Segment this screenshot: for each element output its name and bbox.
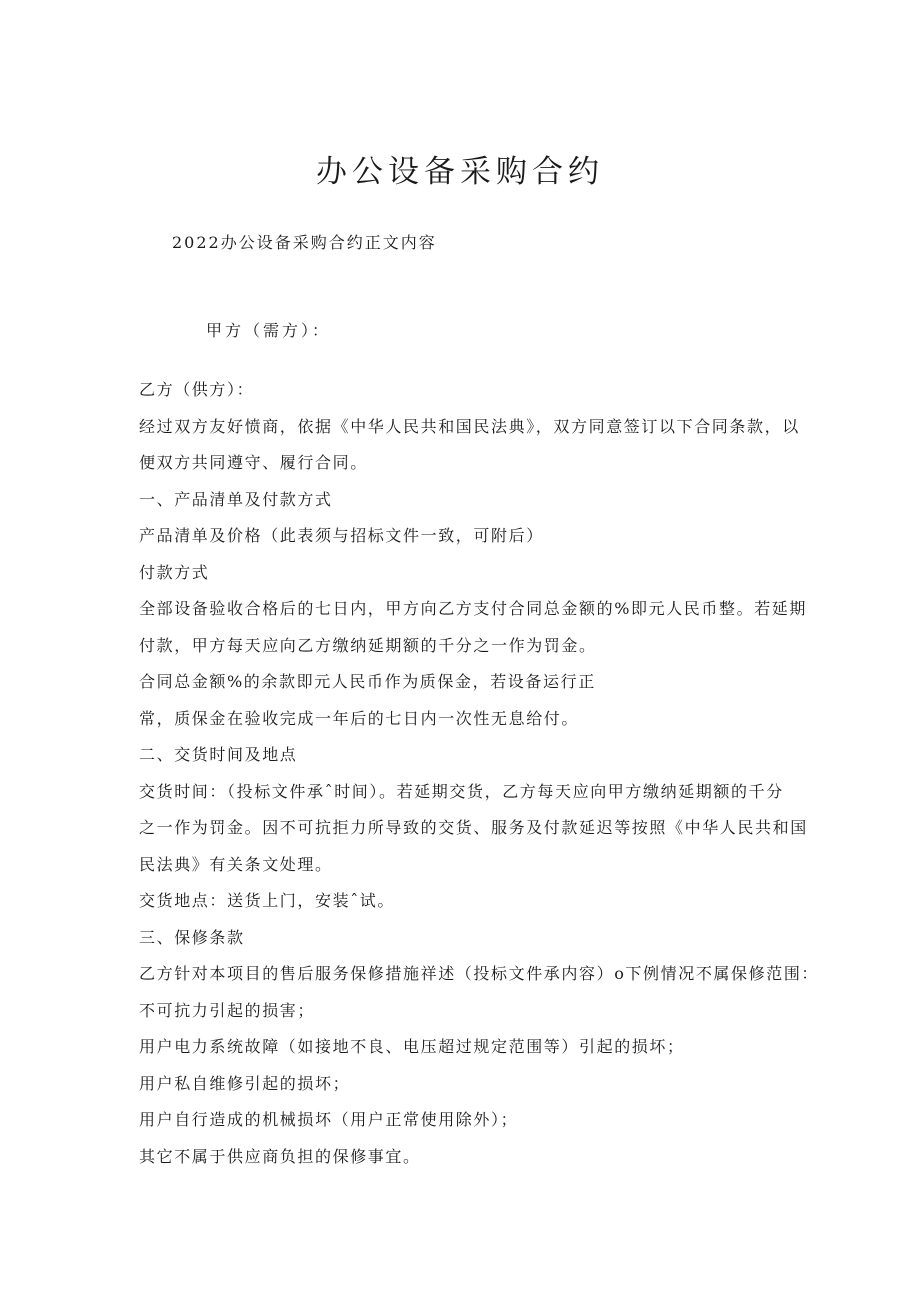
body-line: 之一作为罚金。因不可抗拒力所导致的交货、服务及付款延迟等按照《中华人民共和国 [139, 818, 808, 837]
section-heading: 二、交货时间及地点 [139, 745, 298, 764]
body-line: 民法典》有关条文处理。 [139, 854, 333, 874]
party-a-line: 甲方（需方）： [206, 321, 332, 340]
party-b-line: 乙方（供方）： [139, 380, 255, 399]
body-line: 全部设备验收合格后的七日内，甲方向乙方支付合同总金额的%即元人民币整。若延期 [139, 599, 808, 618]
section-heading: 三、保修条款 [139, 927, 245, 947]
list-item: 其它不属于供应商负担的保修事宜。 [139, 1146, 421, 1166]
document-title: 办公设备采购合约 [316, 154, 604, 190]
body-line: 交货时间：（投标文件承ˆ时间）。若延期交货，乙方每天应向甲方缴纳延期额的千分 [139, 781, 784, 801]
body-line: 产品清单及价格（此表须与招标文件一致，可附后） [139, 526, 544, 545]
section-heading: 一、产品清单及付款方式 [139, 489, 333, 509]
list-item: 用户电力系统故障（如接地不良、电压超过规定范围等）引起的损坏； [139, 1037, 685, 1056]
body-line: 经过双方友好愤商，依据《中华人民共和国民法典》，双方同意签订以下合同条款，以 [139, 416, 800, 436]
body-line: 乙方针对本项目的售后服务保修措施祥述（投标文件承内容）o下例情况不属保修范围： [139, 964, 820, 983]
body-line: 常，质保金在验收完成一年后的七日内一次性无息给付。 [139, 708, 580, 728]
contract-body [139, 372, 820, 1175]
body-line: 付款，甲方每天应向乙方缴纳延期额的千分之一作为罚金。 [139, 635, 597, 655]
body-line: 合同总金额%的余款即元人民币作为质保金，若设备运行正 [139, 672, 596, 691]
body-line: 交货地点：送货上门，安装ˆ试。 [139, 891, 396, 910]
list-item: 用户私自维修引起的损坏； [139, 1073, 351, 1093]
list-item: 不可抗力引起的损害； [139, 1000, 316, 1020]
list-item: 用户自行造成的机械损坏（用户正常使用除外）； [139, 1110, 519, 1129]
document-subtitle: 2022办公设备采购合约正文内容 [172, 233, 437, 252]
body-line: 便双方共同遵守、履行合同。 [139, 453, 368, 472]
body-line: 付款方式 [139, 562, 210, 582]
